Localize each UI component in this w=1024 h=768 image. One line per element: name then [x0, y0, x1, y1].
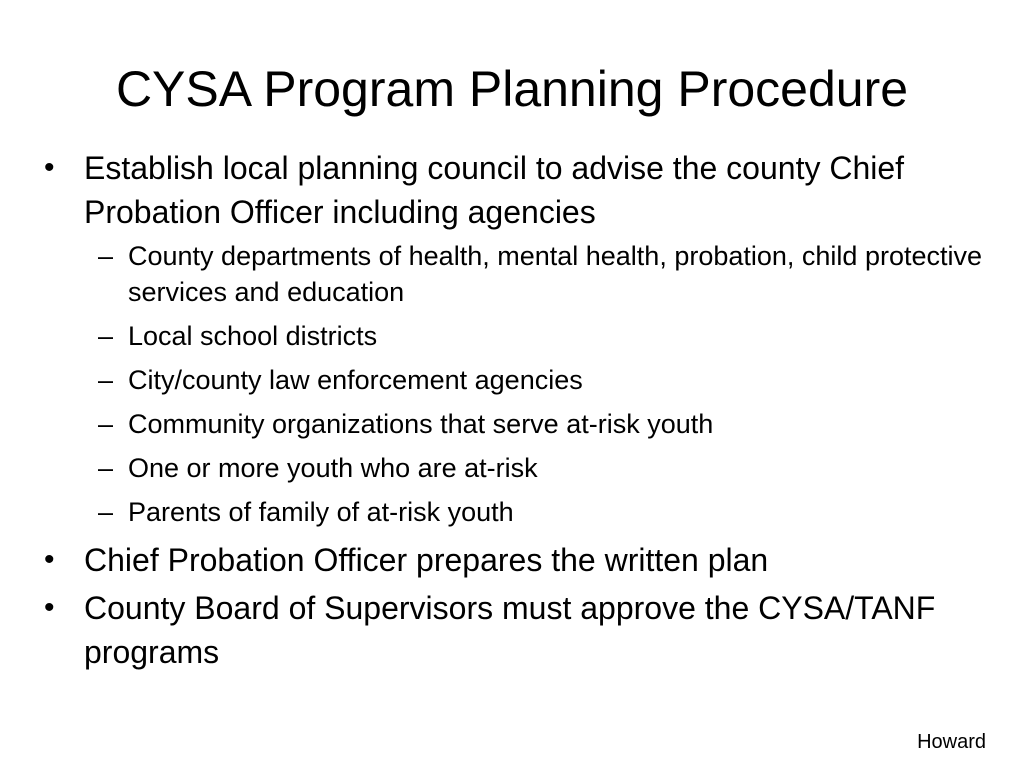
sub-bullet-list: [44, 238, 1004, 530]
sub-bullet-text: One or more youth who are at-risk: [128, 453, 538, 483]
dash-icon: –: [98, 453, 114, 483]
sub-bullet-text: County departments of health, mental health, probation, child protective services and education: [128, 241, 983, 307]
sub-bullet-text: Local school districts: [128, 321, 378, 351]
bullet-text: Chief Probation Officer prepares the written plan: [84, 542, 769, 578]
sub-bullet-item: [44, 406, 1004, 442]
sub-bullet-text: City/county law enforcement agencies: [128, 365, 583, 395]
sub-bullet-item: [44, 318, 1004, 354]
footer-author: Howard: [917, 731, 986, 753]
dash-icon: –: [98, 365, 114, 395]
dash-icon: –: [98, 497, 114, 527]
bullet-dot-icon: •: [44, 543, 55, 576]
bullet-item: [44, 538, 1004, 582]
slide-title: CYSA Program Planning Procedure: [115, 61, 909, 117]
bullet-text: County Board of Supervisors must approve the CYSA/TANF programs: [84, 590, 936, 670]
bullet-item: [44, 586, 1004, 674]
dash-icon: –: [98, 409, 114, 439]
sub-bullet-item: [44, 494, 1004, 530]
sub-bullet-text: Parents of family of at-risk youth: [128, 497, 514, 527]
dash-icon: –: [98, 241, 114, 271]
dash-icon: –: [98, 321, 114, 351]
bullet-item: [44, 146, 1004, 234]
sub-bullet-item: [44, 362, 1004, 398]
sub-bullet-text: Community organizations that serve at-risk youth: [128, 409, 714, 439]
sub-bullet-item: [44, 238, 1004, 310]
bullet-list: [44, 146, 1004, 678]
sub-bullet-item: [44, 450, 1004, 486]
bullet-dot-icon: •: [44, 151, 55, 184]
bullet-dot-icon: •: [44, 591, 55, 624]
bullet-text: Establish local planning council to advise the county Chief Probation Officer including agencies: [84, 150, 905, 230]
